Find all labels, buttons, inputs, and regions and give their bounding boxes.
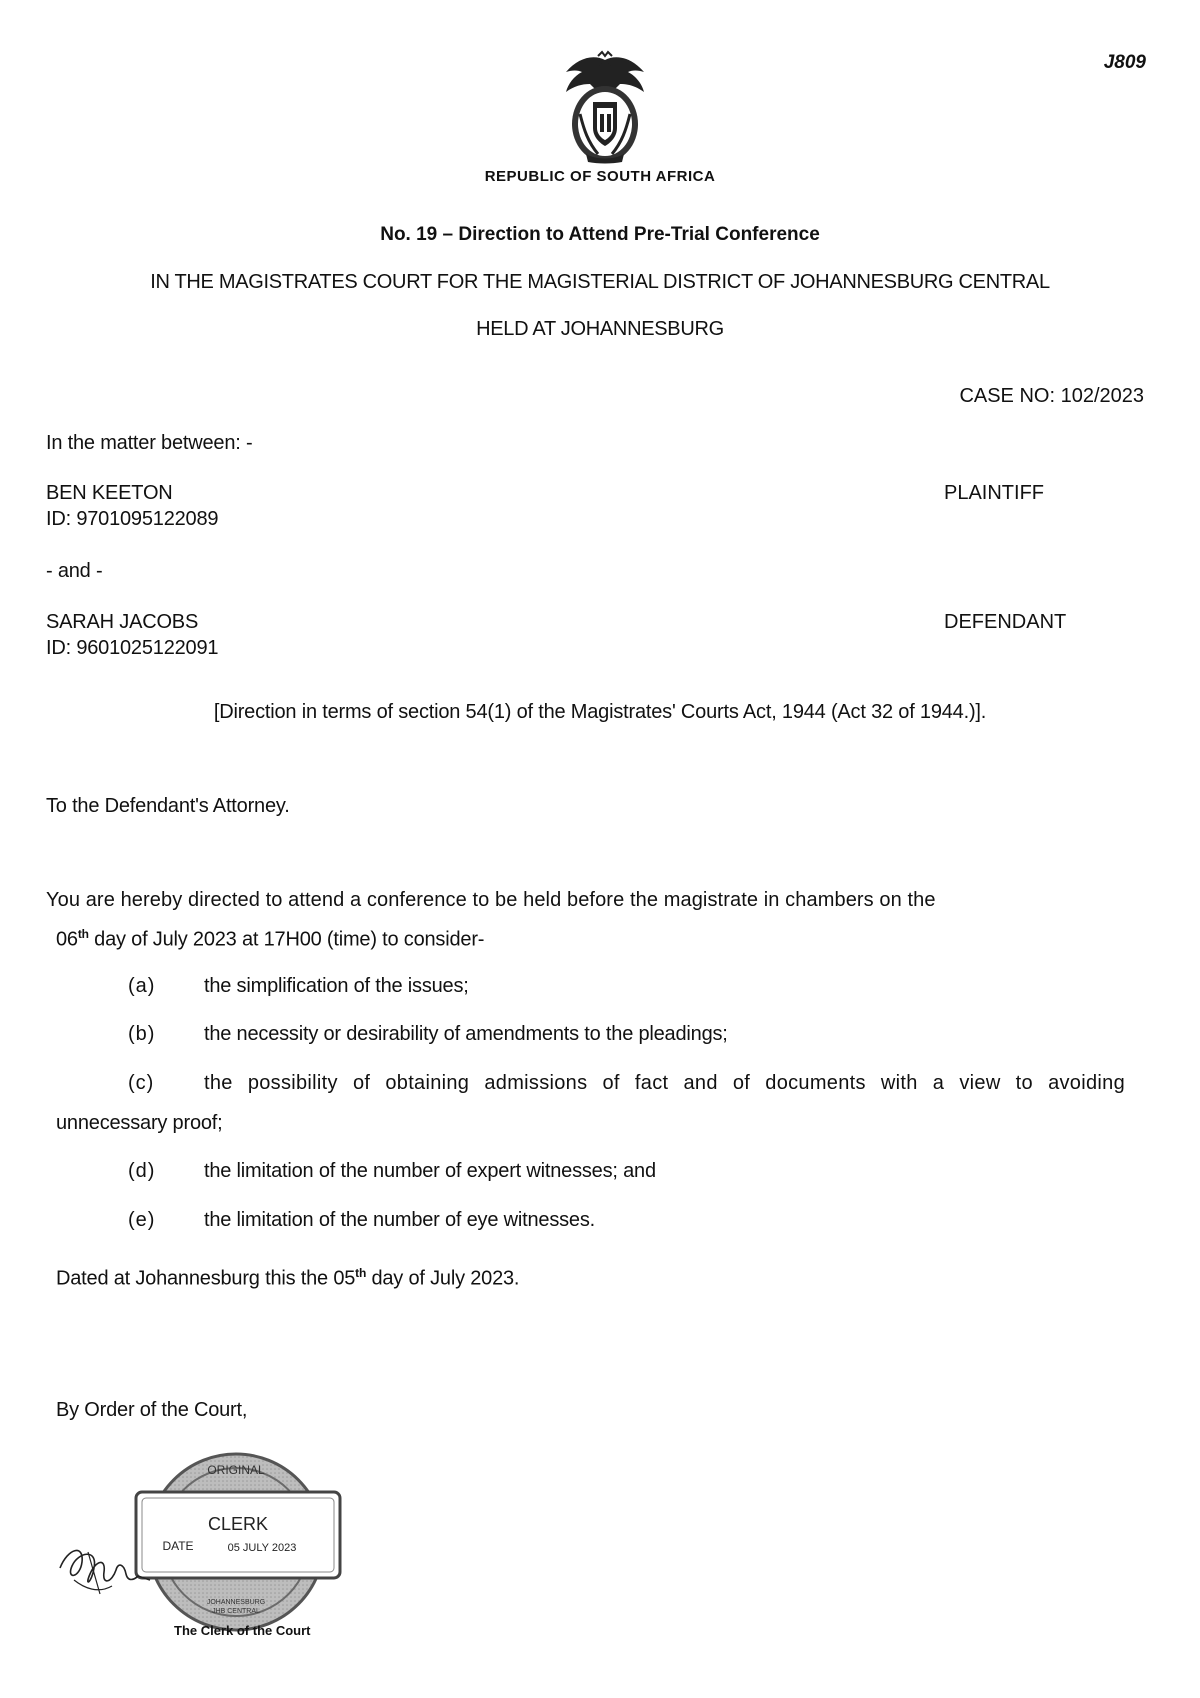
plaintiff-id: ID: 9701095122089 [46, 508, 219, 530]
item-label: (c) [128, 1072, 155, 1094]
conference-day: 06 [56, 928, 78, 951]
stamp-date-value: 05 JULY 2023 [227, 1542, 297, 1554]
conference-day-suffix: th [77, 927, 89, 941]
conference-details: day of July 2023 at 17H00 (time) to consider- [88, 928, 485, 951]
addressee: To the Defendant's Attorney. [46, 795, 290, 817]
item-text: the limitation of the number of expert witnesses; and [204, 1160, 656, 1182]
defendant-name: SARAH JACOBS [46, 611, 199, 633]
item-text: the necessity or desirability of amendments to the pleadings; [204, 1023, 728, 1045]
item-text: the limitation of the number of eye witnesses. [204, 1209, 596, 1231]
plaintiff-name: BEN KEETON [46, 482, 173, 504]
and-separator: - and - [46, 560, 103, 582]
item-label: (d) [128, 1160, 156, 1182]
country-name: REPUBLIC OF SOUTH AFRICA [484, 168, 716, 185]
item-label: (e) [128, 1209, 156, 1231]
stamp-bottom-line-2: JHB CENTRAL [212, 1608, 260, 1615]
item-text: the possibility of obtaining admissions of fact and of documents with a view to avoiding [204, 1072, 1125, 1094]
directive-line-2 [56, 927, 484, 952]
dated-prefix: Dated at Johannesburg this the 05 [56, 1267, 356, 1290]
signature-caption: The Clerk of the Court [174, 1623, 311, 1638]
matter-intro: In the matter between: - [46, 432, 253, 454]
form-code: J809 [1103, 52, 1146, 73]
defendant-id: ID: 9601025122091 [46, 637, 219, 659]
form-title: No. 19 – Direction to Attend Pre-Trial Conference [380, 224, 820, 245]
court-heading: IN THE MAGISTRATES COURT FOR THE MAGISTERIAL DISTRICT OF JOHANNESBURG CENTRAL [150, 271, 1050, 293]
dated-rest: day of July 2023. [366, 1267, 520, 1290]
statutory-direction-note: [Direction in terms of section 54(1) of the Magistrates' Courts Act, 1944 (Act 32 of 1944.)]. [213, 701, 987, 723]
stamp-clerk-text: CLERK [207, 1514, 269, 1534]
plaintiff-role: PLAINTIFF [944, 482, 1045, 504]
dated-day-suffix: th [355, 1266, 367, 1280]
stamp-date-label: DATE [162, 1539, 194, 1553]
by-order-line: By Order of the Court, [56, 1399, 248, 1421]
item-label: (b) [128, 1023, 156, 1045]
item-label: (a) [128, 975, 156, 997]
dated-line [56, 1266, 519, 1291]
item-continuation: unnecessary proof; [56, 1112, 223, 1134]
item-text: the simplification of the issues; [204, 975, 469, 997]
case-number: CASE NO: 102/2023 [959, 385, 1144, 407]
held-at-line: HELD AT JOHANNESBURG [476, 318, 724, 340]
coat-of-arms-icon [558, 50, 652, 166]
defendant-role: DEFENDANT [944, 611, 1067, 633]
court-stamp [54, 1448, 354, 1648]
directive-line-1: You are hereby directed to attend a conference to be held before the magistrate in chambers on the [46, 889, 936, 911]
stamp-bottom-line-1: JOHANNESBURG [206, 1599, 266, 1606]
stamp-top-text: ORIGINAL [207, 1463, 265, 1477]
